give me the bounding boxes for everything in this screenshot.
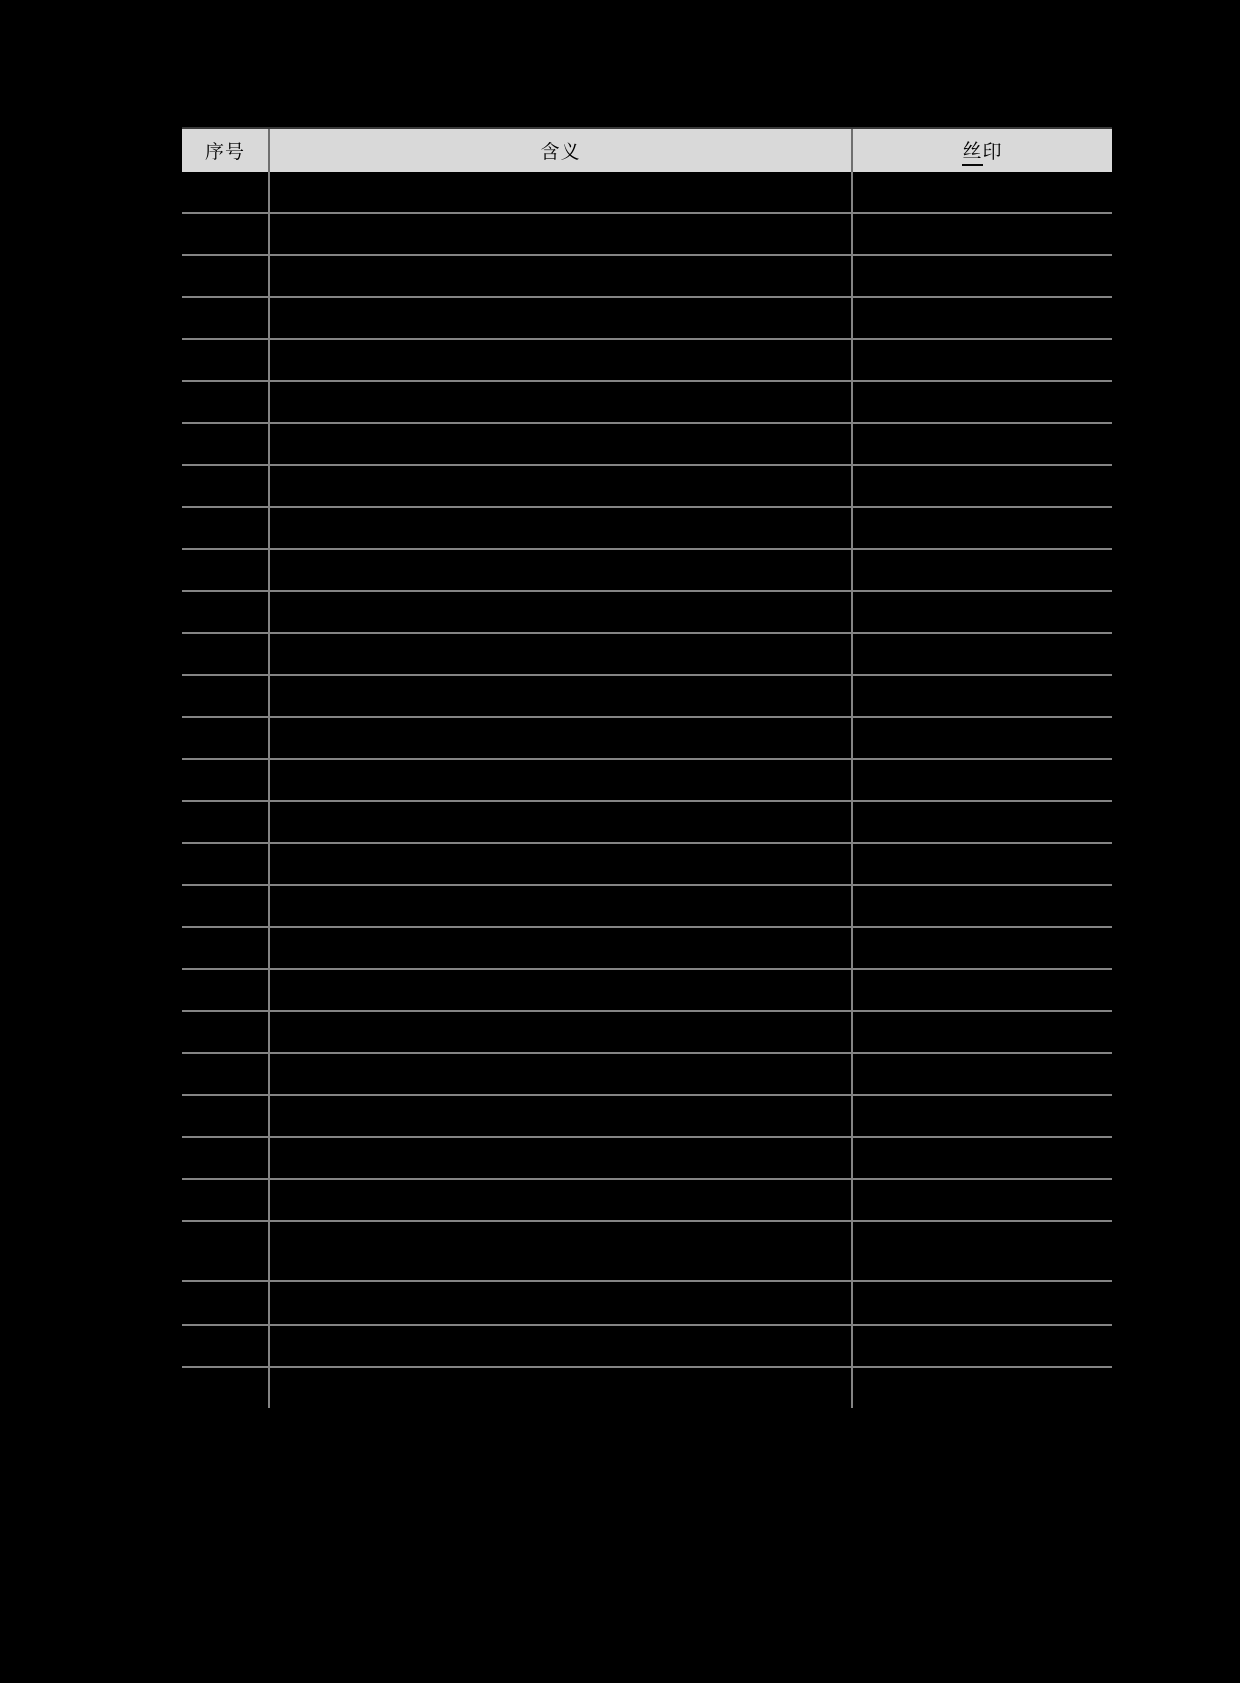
cell-silk: [853, 1096, 1112, 1136]
cell-seq: [182, 1368, 270, 1408]
cell-meaning: [270, 634, 853, 674]
cell-meaning: [270, 1054, 853, 1094]
table-row: [182, 886, 1112, 928]
cell-meaning: [270, 592, 853, 632]
cell-meaning: [270, 970, 853, 1010]
cell-silk: [853, 802, 1112, 842]
cell-silk: [853, 760, 1112, 800]
cell-meaning: [270, 1368, 853, 1408]
cell-silk: [853, 256, 1112, 296]
header-label-seq: 序号: [204, 142, 245, 163]
cell-seq: [182, 1096, 270, 1136]
table-body: [182, 172, 1112, 1408]
cell-seq: [182, 508, 270, 548]
table-row: [182, 340, 1112, 382]
cell-meaning: [270, 718, 853, 758]
cell-seq: [182, 1282, 270, 1324]
cell-seq: [182, 1180, 270, 1220]
cell-silk: [853, 172, 1112, 212]
cell-meaning: [270, 760, 853, 800]
cell-seq: [182, 676, 270, 716]
table-row: [182, 508, 1112, 550]
table-header-row: [182, 127, 1112, 172]
cell-silk: [853, 1138, 1112, 1178]
cell-seq: [182, 718, 270, 758]
table-row: [182, 214, 1112, 256]
cell-seq: [182, 172, 270, 212]
spec-table: [182, 127, 1112, 1408]
table-row: [182, 1096, 1112, 1138]
table-row: [182, 802, 1112, 844]
cell-seq: [182, 1222, 270, 1280]
cell-meaning: [270, 508, 853, 548]
cell-meaning: [270, 1222, 853, 1280]
cell-meaning: [270, 802, 853, 842]
cell-meaning: [270, 886, 853, 926]
cell-silk: [853, 1368, 1112, 1408]
cell-silk: [853, 1326, 1112, 1366]
cell-seq: [182, 550, 270, 590]
table-row: [182, 634, 1112, 676]
table-row: [182, 970, 1112, 1012]
cell-seq: [182, 634, 270, 674]
table-row: [182, 1222, 1112, 1282]
table-row: [182, 298, 1112, 340]
table-row: [182, 718, 1112, 760]
table-row: [182, 424, 1112, 466]
cell-seq: [182, 214, 270, 254]
cell-silk: [853, 340, 1112, 380]
cell-silk: [853, 1222, 1112, 1280]
table-row: [182, 466, 1112, 508]
table-row: [182, 1054, 1112, 1096]
header-cell-seq: [182, 129, 270, 172]
cell-seq: [182, 844, 270, 884]
cell-meaning: [270, 466, 853, 506]
cell-silk: [853, 424, 1112, 464]
cell-silk: [853, 1282, 1112, 1324]
cell-meaning: [270, 1180, 853, 1220]
cell-silk: [853, 886, 1112, 926]
cell-silk: [853, 844, 1112, 884]
cell-meaning: [270, 298, 853, 338]
cell-silk: [853, 592, 1112, 632]
header-label-silk-rest: 印: [982, 142, 1003, 163]
cell-meaning: [270, 1012, 853, 1052]
cell-meaning: [270, 928, 853, 968]
table-row: [182, 1326, 1112, 1368]
table-row: [182, 1012, 1112, 1054]
cell-silk: [853, 382, 1112, 422]
table-row: [182, 172, 1112, 214]
cell-seq: [182, 424, 270, 464]
table-row: [182, 592, 1112, 634]
cell-meaning: [270, 550, 853, 590]
table-row: [182, 256, 1112, 298]
cell-seq: [182, 1326, 270, 1366]
cell-silk: [853, 214, 1112, 254]
cell-meaning: [270, 1138, 853, 1178]
table-row: [182, 844, 1112, 886]
table-row: [182, 1368, 1112, 1408]
cell-silk: [853, 1012, 1112, 1052]
table-row: [182, 1138, 1112, 1180]
cell-seq: [182, 1054, 270, 1094]
cell-meaning: [270, 676, 853, 716]
header-cell-meaning: [270, 129, 853, 172]
cell-seq: [182, 1138, 270, 1178]
cell-silk: [853, 508, 1112, 548]
cell-meaning: [270, 1096, 853, 1136]
cell-seq: [182, 340, 270, 380]
cell-silk: [853, 676, 1112, 716]
cell-meaning: [270, 844, 853, 884]
cell-seq: [182, 802, 270, 842]
table-row: [182, 760, 1112, 802]
table-row: [182, 676, 1112, 718]
cell-meaning: [270, 382, 853, 422]
cell-seq: [182, 382, 270, 422]
header-label-silk-underlined: 丝: [962, 136, 982, 166]
cell-meaning: [270, 424, 853, 464]
cell-silk: [853, 298, 1112, 338]
cell-seq: [182, 970, 270, 1010]
cell-meaning: [270, 172, 853, 212]
cell-silk: [853, 634, 1112, 674]
header-cell-silk: [853, 129, 1112, 172]
cell-silk: [853, 718, 1112, 758]
table-row: [182, 1282, 1112, 1326]
cell-meaning: [270, 214, 853, 254]
cell-seq: [182, 466, 270, 506]
cell-meaning: [270, 256, 853, 296]
cell-silk: [853, 1054, 1112, 1094]
cell-silk: [853, 928, 1112, 968]
table-row: [182, 382, 1112, 424]
cell-seq: [182, 760, 270, 800]
cell-seq: [182, 928, 270, 968]
cell-seq: [182, 886, 270, 926]
cell-seq: [182, 592, 270, 632]
cell-meaning: [270, 1326, 853, 1366]
cell-seq: [182, 256, 270, 296]
table-row: [182, 550, 1112, 592]
cell-silk: [853, 466, 1112, 506]
table-row: [182, 1180, 1112, 1222]
cell-meaning: [270, 340, 853, 380]
header-label-meaning: 含义: [540, 142, 581, 163]
table-row: [182, 928, 1112, 970]
cell-seq: [182, 298, 270, 338]
cell-meaning: [270, 1282, 853, 1324]
cell-silk: [853, 1180, 1112, 1220]
cell-silk: [853, 970, 1112, 1010]
cell-silk: [853, 550, 1112, 590]
cell-seq: [182, 1012, 270, 1052]
